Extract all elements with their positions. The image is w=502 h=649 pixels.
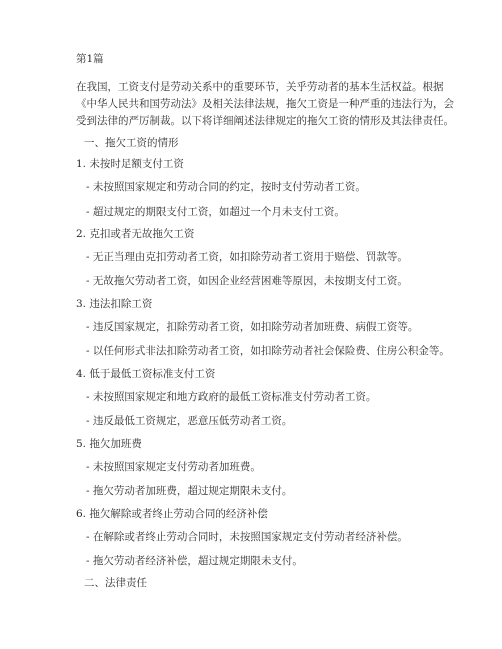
item-3-bullet-2: - 以任何形式非法扣除劳动者工资，如扣除劳动者社会保险费、住房公积金等。 [86, 345, 450, 357]
item-4-bullet-2: - 违反最低工资规定，恶意压低劳动者工资。 [86, 415, 293, 427]
item-6-bullet-1: - 在解除或者终止劳动合同时，未按照国家规定支付劳动者经济补偿。 [86, 531, 408, 543]
item-3-bullet-1: - 违反国家规定，扣除劳动者工资，如扣除劳动者加班费、病假工资等。 [86, 321, 419, 333]
item-title-2: 2. 克扣或者无故拖欠工资 [76, 228, 195, 240]
item-title-5: 5. 拖欠加班费 [76, 438, 142, 450]
item-5-bullet-2: - 拖欠劳动者加班费，超过规定期限未支付。 [86, 485, 293, 497]
item-2-bullet-1: - 无正当理由克扣劳动者工资，如扣除劳动者工资用于赔偿、罚款等。 [86, 251, 408, 263]
section-heading-2: 二、法律责任 [84, 577, 147, 589]
item-title-6: 6. 拖欠解除或者终止劳动合同的经济补偿 [76, 508, 268, 520]
item-6-bullet-2: - 拖欠劳动者经济补偿，超过规定期限未支付。 [86, 555, 303, 567]
item-2-bullet-2: - 无故拖欠劳动者工资，如因企业经营困难等原因，未按期支付工资。 [86, 275, 408, 287]
intro-line-1: 在我国，工资支付是劳动关系中的重要环节，关乎劳动者的基本生活权益。根据 [76, 81, 444, 93]
item-1-bullet-1: - 未按照国家规定和劳动合同的约定，按时支付劳动者工资。 [86, 181, 366, 193]
intro-line-2: 《中华人民共和国劳动法》及相关法律法规，拖欠工资是一种严重的违法行为，会 [76, 98, 454, 110]
intro-line-3: 受到法律的严厉制裁。以下将详细阐述法律规定的拖欠工资的情形及其法律责任。 [76, 115, 454, 127]
item-title-1: 1. 未按时足额支付工资 [76, 158, 184, 170]
section-heading-1: 一、拖欠工资的情形 [84, 137, 179, 149]
item-5-bullet-1: - 未按照国家规定支付劳动者加班费。 [86, 461, 261, 473]
item-4-bullet-1: - 未按照国家规定和地方政府的最低工资标准支付劳动者工资。 [86, 391, 377, 403]
item-title-3: 3. 违法扣除工资 [76, 298, 153, 310]
item-1-bullet-2: - 超过规定的期限支付工资，如超过一个月未支付工资。 [86, 206, 345, 218]
item-title-4: 4. 低于最低工资标准支付工资 [76, 368, 216, 380]
page-label: 第1篇 [76, 53, 104, 65]
